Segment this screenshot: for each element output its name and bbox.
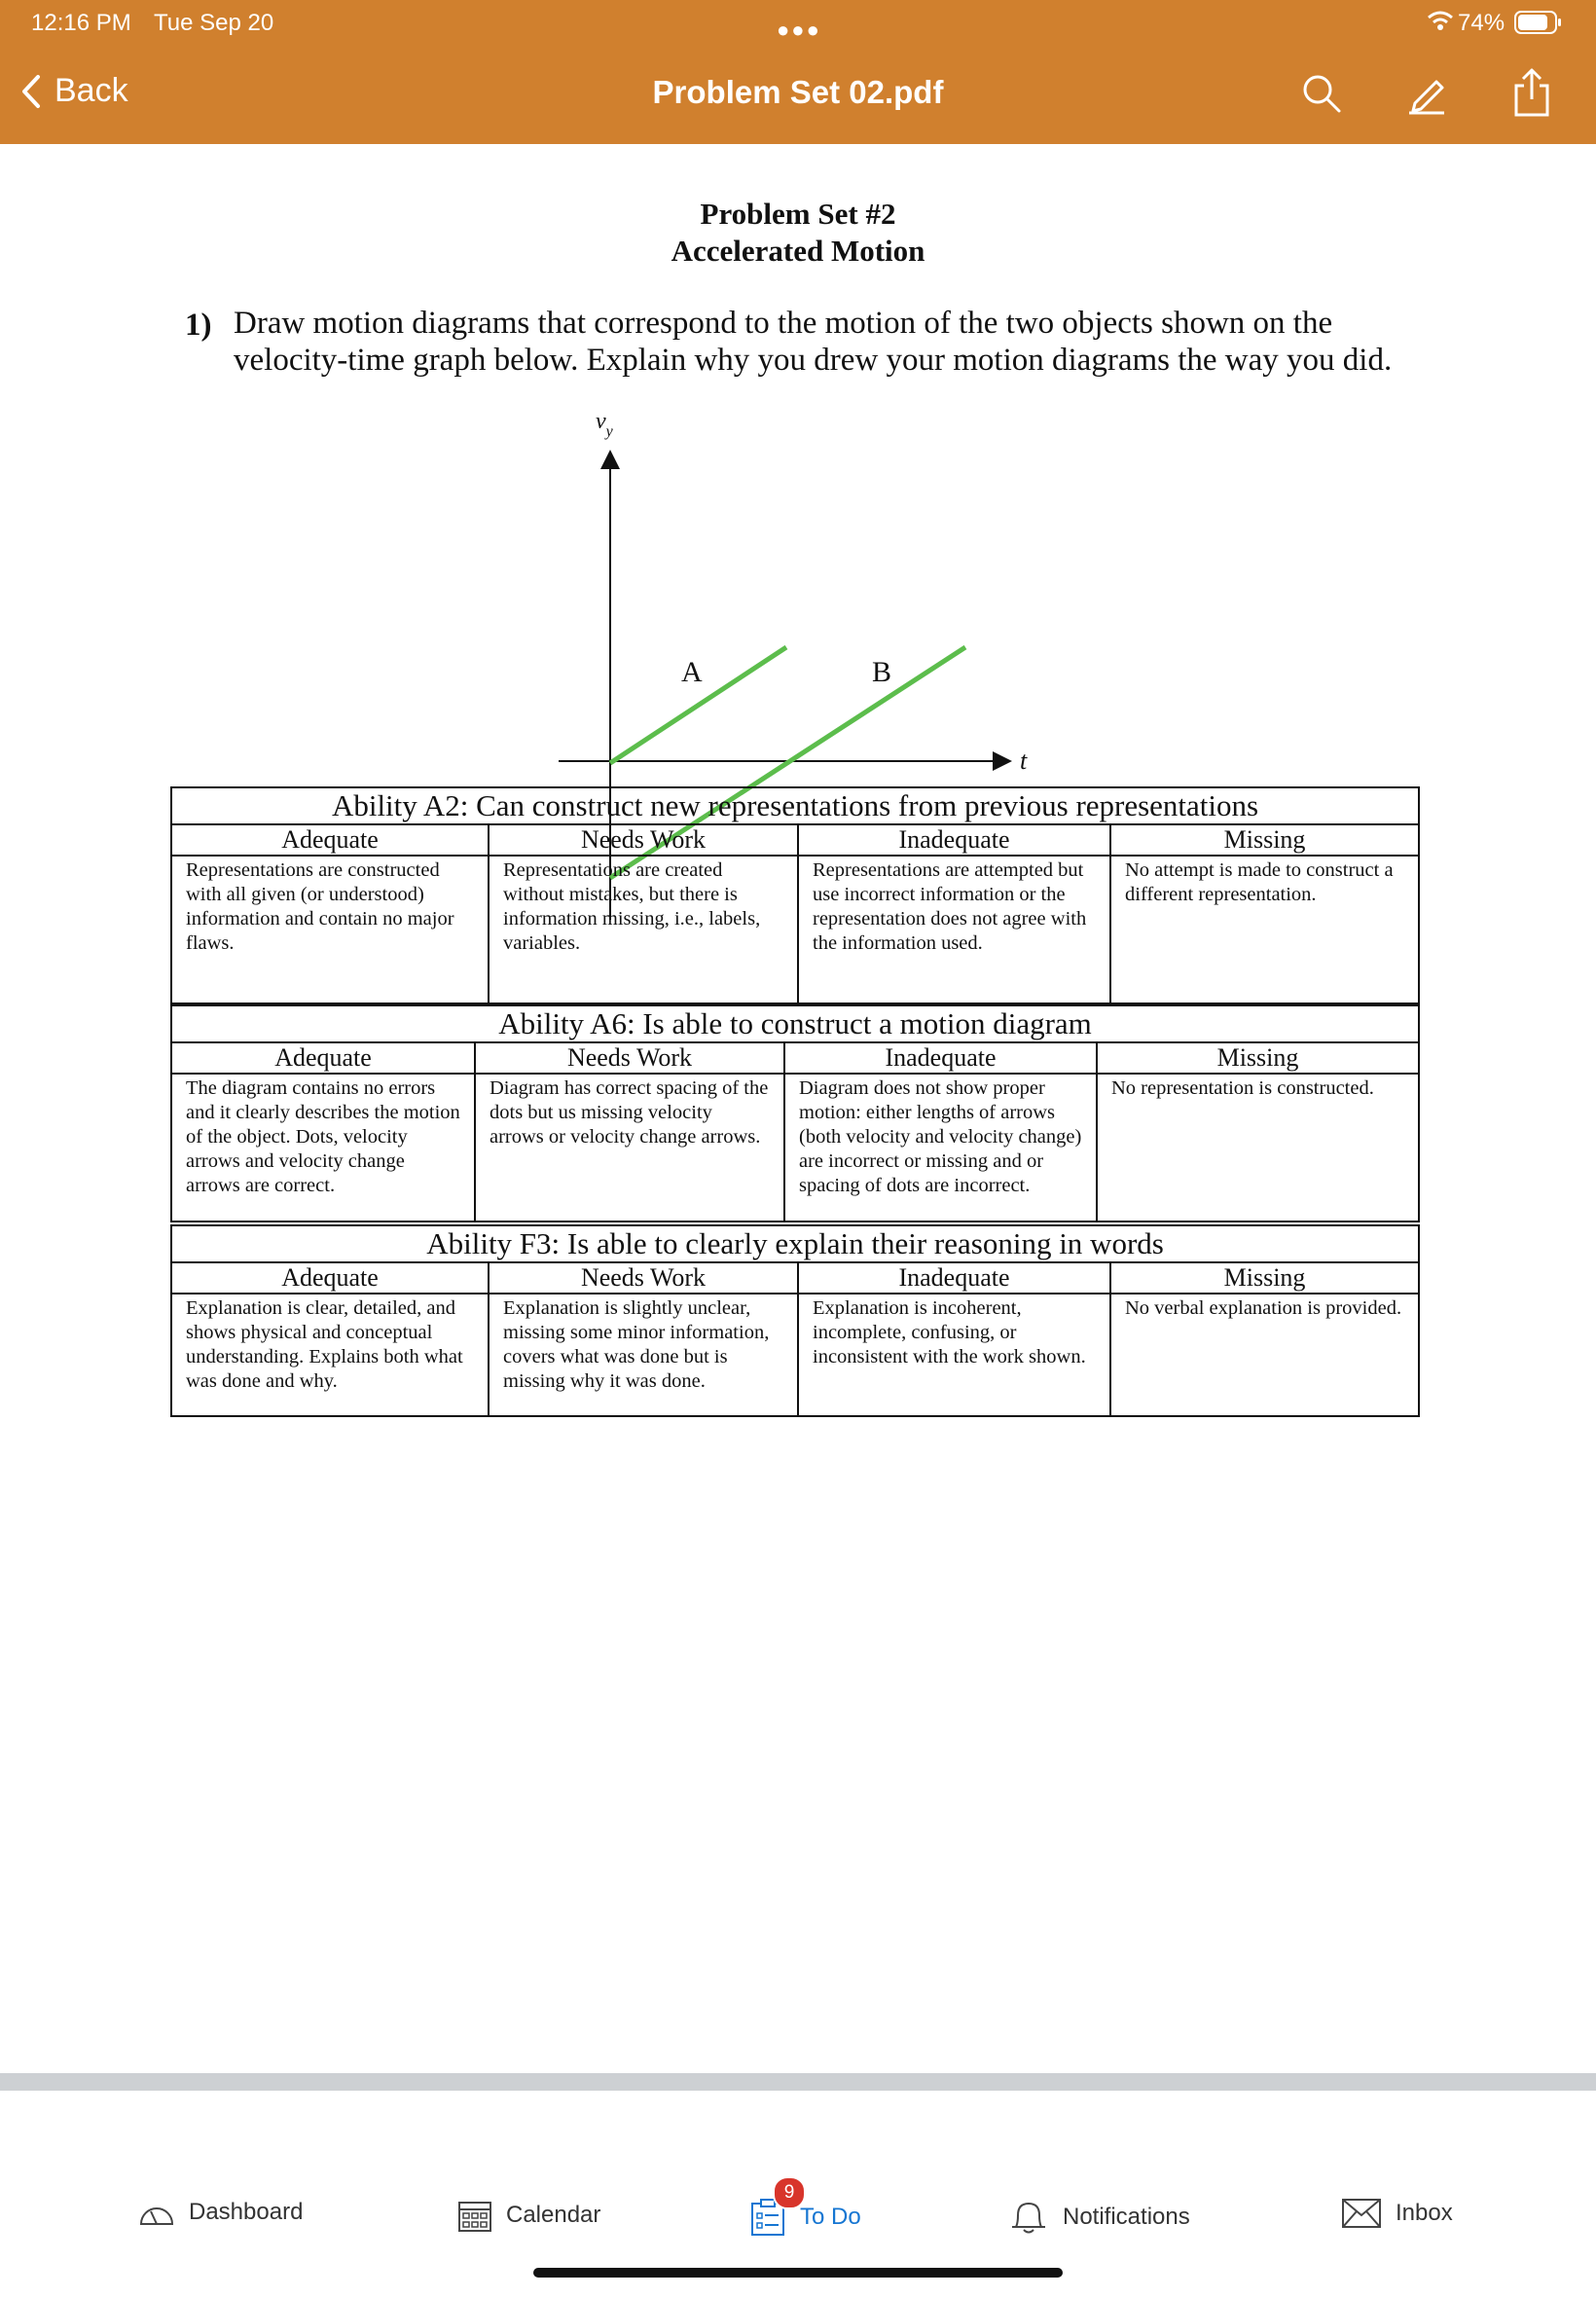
tab-label: Inbox [1396, 2200, 1453, 2226]
level-needs-work: Needs Work [475, 1042, 784, 1074]
inbox-icon [1341, 2198, 1382, 2229]
bell-icon [1008, 2198, 1049, 2237]
multitasking-dots-icon[interactable]: ●●● [777, 18, 821, 42]
level-needs-work: Needs Work [489, 1262, 798, 1294]
document-title: Problem Set 02.pdf [652, 74, 944, 110]
tab-label: Notifications [1063, 2204, 1190, 2230]
tab-bar [0, 2091, 1596, 2297]
level-inadequate: Inadequate [798, 1262, 1110, 1294]
page-separator [0, 2073, 1596, 2091]
rubric-title: Ability A2: Can construct new representations from previous representations [171, 787, 1419, 824]
x-axis-label: t [1020, 747, 1028, 775]
level-inadequate: Inadequate [798, 824, 1110, 856]
desc-needs-work: Explanation is slightly unclear, missing some minor information, covers what was done but is missing why it was done. [489, 1294, 798, 1416]
pdf-page [0, 144, 1596, 2073]
doc-subheading: Accelerated Motion [671, 234, 925, 268]
tab-label: Calendar [506, 2202, 601, 2228]
tab-dashboard[interactable] [138, 2198, 303, 2227]
desc-inadequate: Representations are attempted but use incorrect information or the representation does not agree with the information used. [798, 856, 1110, 1003]
tab-calendar[interactable] [457, 2198, 600, 2233]
desc-needs-work: Diagram has correct spacing of the dots but us missing velocity arrows or velocity change arrows. [475, 1074, 784, 1221]
app-header [0, 0, 1596, 144]
rubric-title: Ability A6: Is able to construct a motion diagram [171, 1005, 1419, 1042]
desc-missing: No representation is constructed. [1097, 1074, 1419, 1221]
tab-inbox[interactable] [1341, 2198, 1453, 2229]
calendar-icon [457, 2198, 492, 2233]
tab-notifications[interactable] [1008, 2198, 1190, 2237]
desc-adequate: The diagram contains no errors and it clearly describes the motion of the object. Dots, velocity arrows and velocity change arrows are correct. [171, 1074, 475, 1221]
level-missing: Missing [1110, 1262, 1419, 1294]
back-label: Back [54, 72, 128, 109]
tab-label: Dashboard [189, 2199, 304, 2225]
rubric-table-a6 [170, 1004, 1420, 1222]
dashboard-icon [138, 2198, 175, 2227]
desc-inadequate: Diagram does not show proper motion: either lengths of arrows (both velocity and velocity change) are incorrect or missing and or spacing of dots are incorrect. [784, 1074, 1097, 1221]
rubric-table-a2 [170, 786, 1420, 1004]
level-missing: Missing [1110, 824, 1419, 856]
rubric-table-f3 [170, 1224, 1420, 1417]
battery-percent: 74% [1458, 10, 1505, 36]
todo-badge: 9 [773, 2176, 806, 2209]
desc-adequate: Representations are constructed with all given (or understood) information and contain no major flaws. [171, 856, 489, 1003]
level-adequate: Adequate [171, 1042, 475, 1074]
level-needs-work: Needs Work [489, 824, 798, 856]
y-axis-label: $v_y$ [596, 409, 613, 440]
home-indicator[interactable] [533, 2268, 1063, 2278]
line-b-label: B [872, 656, 892, 688]
share-icon[interactable] [1510, 66, 1553, 121]
search-icon[interactable] [1300, 72, 1343, 115]
pen-icon[interactable] [1405, 72, 1448, 115]
desc-missing: No verbal explanation is provided. [1110, 1294, 1419, 1416]
desc-needs-work: Representations are created without mistakes, but there is information missing, i.e., labels, variables. [489, 856, 798, 1003]
question-text: Draw motion diagrams that correspond to the motion of the two objects shown on the velocity-time graph below. Explain why you drew your motion diagrams the way you did. [234, 306, 1393, 378]
battery-icon [1514, 10, 1563, 40]
tab-todo[interactable] [749, 2182, 861, 2237]
desc-adequate: Explanation is clear, detailed, and shows physical and conceptual understanding. Explains both what was done and why. [171, 1294, 489, 1416]
level-inadequate: Inadequate [784, 1042, 1097, 1074]
desc-inadequate: Explanation is incoherent, incomplete, confusing, or inconsistent with the work shown. [798, 1294, 1110, 1416]
tab-label: To Do [800, 2204, 861, 2230]
wifi-icon [1427, 10, 1454, 36]
level-adequate: Adequate [171, 824, 489, 856]
question-number: 1) [185, 308, 212, 343]
line-a-label: A [681, 656, 703, 688]
level-missing: Missing [1097, 1042, 1419, 1074]
rubric-title: Ability F3: Is able to clearly explain their reasoning in words [171, 1225, 1419, 1262]
desc-missing: No attempt is made to construct a different representation. [1110, 856, 1419, 1003]
level-adequate: Adequate [171, 1262, 489, 1294]
doc-heading: Problem Set #2 [700, 197, 896, 231]
status-time: 12:16 PM [31, 10, 131, 36]
status-date: Tue Sep 20 [154, 10, 274, 36]
